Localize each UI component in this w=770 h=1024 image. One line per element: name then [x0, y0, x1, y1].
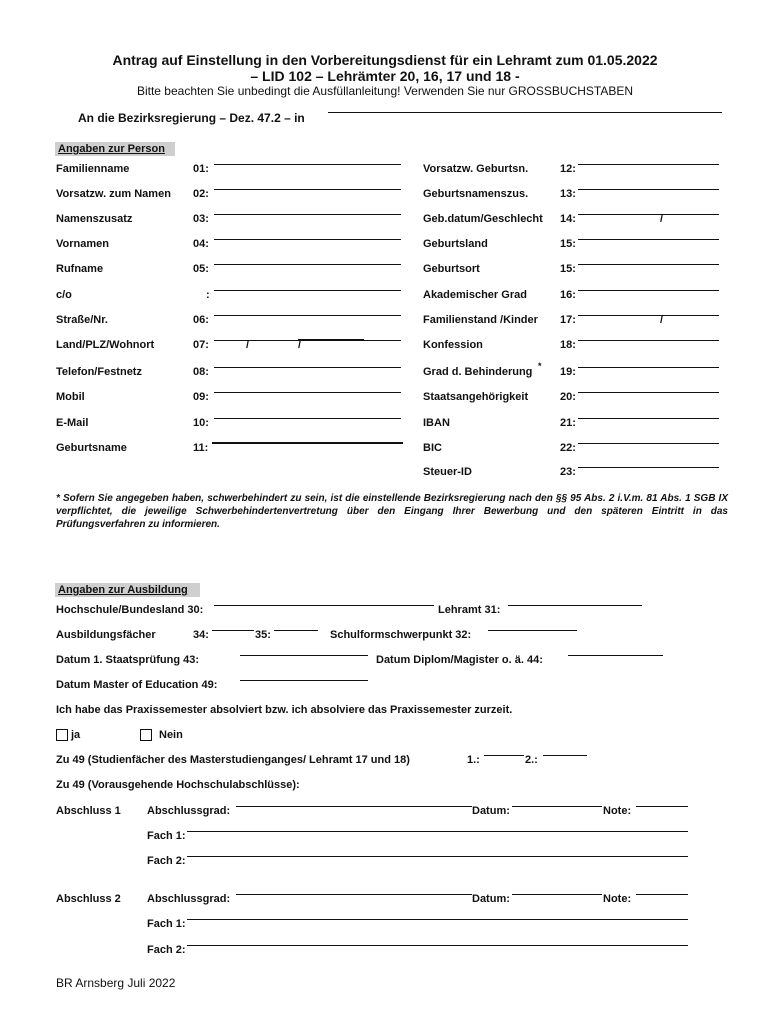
person-input-line[interactable] [578, 467, 719, 468]
nein-label: Nein [159, 729, 183, 741]
person-field-label: Familienstand /Kinder [423, 314, 538, 326]
fach34-field[interactable] [212, 630, 254, 631]
person-field-label: Staatsangehörigkeit [423, 391, 529, 403]
asterisk-mark: * [538, 361, 542, 371]
hochschule-label: Hochschule/Bundesland 30: [56, 604, 204, 616]
person-field-label: Geburtsname [56, 442, 127, 454]
person-field-code: 19: [560, 366, 576, 378]
schwerpunkt-label: Schulformschwerpunkt 32: [330, 629, 472, 641]
person-input-line[interactable] [214, 290, 401, 291]
footer-text: BR Arnsberg Juli 2022 [56, 976, 176, 990]
person-input-line[interactable] [578, 418, 719, 419]
person-input-line[interactable] [214, 418, 401, 419]
person-field-label: Telefon/Festnetz [56, 366, 142, 378]
person-input-line[interactable] [578, 443, 719, 444]
person-field-code: 17: [560, 314, 576, 326]
person-field-label: Grad d. Behinderung [423, 366, 533, 378]
abschluss2-grad-field[interactable] [236, 894, 472, 895]
person-field-label: Straße/Nr. [56, 314, 108, 326]
person-field-code: 21: [560, 417, 576, 429]
person-field-code: 13: [560, 188, 576, 200]
abschluss1-grad-field[interactable] [236, 806, 472, 807]
abschluss2-fach2-label: Fach 2: [147, 944, 186, 956]
person-input-line[interactable] [578, 214, 719, 215]
person-field-code: 01: [193, 163, 209, 175]
master-label: Datum Master of Education 49: [56, 679, 218, 691]
section-person-heading: Angaben zur Person [55, 142, 175, 156]
abschluss2-fach2-field[interactable] [187, 945, 688, 946]
person-field-label: Akademischer Grad [423, 289, 527, 301]
person-field-code: 08: [193, 366, 209, 378]
section-education-heading: Angaben zur Ausbildung [55, 583, 200, 597]
person-field-code: 06: [193, 314, 209, 326]
person-field-label: Geburtsnamenszus. [423, 188, 529, 200]
address-label: An die Bezirksregierung – Dez. 47.2 – in [78, 111, 305, 125]
person-field-label: Konfession [423, 339, 483, 351]
person-input-line[interactable] [214, 315, 401, 316]
person-field-code: 15: [560, 238, 576, 250]
master-fach2-field[interactable] [543, 755, 587, 756]
person-field-label: E-Mail [56, 417, 89, 429]
abschluss1-datum-label: Datum: [472, 805, 510, 817]
separator-slash: / [660, 314, 664, 326]
separator-slash: / [246, 339, 250, 351]
person-field-label: Geburtsland [423, 238, 488, 250]
address-field[interactable] [328, 112, 722, 113]
master-fach1-label: 1.: [467, 754, 480, 766]
person-field-code: 23: [560, 466, 576, 478]
person-input-line[interactable] [214, 239, 401, 240]
master-fach2-label: 2.: [525, 754, 538, 766]
person-field-code: 05: [193, 263, 209, 275]
person-field-code: : [206, 289, 210, 301]
person-input-line[interactable] [214, 189, 401, 190]
person-field-code: 02: [193, 188, 209, 200]
abschluss2-label: Abschluss 2 [56, 893, 121, 905]
person-field-label: Geburtsort [423, 263, 480, 275]
master-field[interactable] [240, 680, 368, 681]
form-title: Antrag auf Einstellung in den Vorbereitungsdienst für ein Lehramt zum 01.05.2022 [112, 52, 658, 68]
zu49-abschluesse-label: Zu 49 (Vorausgehende Hochschulabschlüsse): [56, 779, 300, 791]
person-field-label: IBAN [423, 417, 450, 429]
person-field-label: Vorsatzw. Geburtsn. [423, 163, 529, 175]
plz-emphasis-line [298, 339, 364, 341]
person-input-line[interactable] [214, 392, 401, 393]
person-input-line[interactable] [578, 367, 719, 368]
nein-checkbox[interactable] [140, 729, 152, 741]
person-input-line[interactable] [578, 340, 719, 341]
person-input-line[interactable] [578, 290, 719, 291]
person-input-line[interactable] [578, 164, 719, 165]
disability-footnote: * Sofern Sie angegeben haben, schwerbehindert zu sein, ist die einstellende Bezirksregierung nach den §§ 95 Abs. 2 i.V.m. 81 Abs. 1 SGB IX verpflichtet, die jeweilige Schwerbehindertenvertretung über den Eingang Ihrer Bewerbung und den späteren Eintritt in das Prüfungsverfahren zu informieren. [56, 493, 728, 530]
abschluss2-fach1-label: Fach 1: [147, 918, 186, 930]
zu49-master-label: Zu 49 (Studienfächer des Masterstudienganges/ Lehramt 17 und 18) [56, 754, 410, 766]
person-field-code: 16: [560, 289, 576, 301]
person-field-code: 09: [193, 391, 209, 403]
abschluss2-datum-field[interactable] [512, 894, 602, 895]
person-field-code: 04: [193, 238, 209, 250]
person-input-line[interactable] [578, 392, 719, 393]
ja-label: ja [71, 729, 81, 741]
lehramt-field[interactable] [508, 605, 642, 606]
separator-slash: / [298, 339, 302, 351]
person-field-code: 12: [560, 163, 576, 175]
person-input-line[interactable] [214, 367, 401, 368]
abschluss1-note-label: Note: [603, 805, 632, 817]
person-input-line[interactable] [578, 239, 719, 240]
abschluss1-datum-field[interactable] [512, 806, 602, 807]
person-field-label: Namenszusatz [56, 213, 133, 225]
form-instruction: Bitte beachten Sie unbedingt die Ausfüllanleitung! Verwenden Sie nur GROSSBUCHSTABEN [136, 84, 634, 98]
fach34-label: 34: [193, 629, 209, 641]
abschluss1-grad-label: Abschlussgrad: [147, 805, 231, 817]
person-field-code: 03: [193, 213, 209, 225]
person-field-label: Vornamen [56, 238, 109, 250]
abschluss2-note-field[interactable] [636, 894, 688, 895]
abschluss1-fach2-field[interactable] [187, 856, 688, 857]
person-field-label: Mobil [56, 391, 85, 403]
praxissemester-text: Ich habe das Praxissemester absolviert bzw. ich absolviere das Praxissemester zurzeit. [56, 704, 513, 716]
person-field-code: 14: [560, 213, 576, 225]
abschluss2-grad-label: Abschlussgrad: [147, 893, 231, 905]
person-field-label: Land/PLZ/Wohnort [56, 339, 155, 351]
abschluss2-datum-label: Datum: [472, 893, 510, 905]
abschluss1-label: Abschluss 1 [56, 805, 121, 817]
form-subtitle: – LID 102 – Lehrämter 20, 16, 17 und 18 - [250, 68, 520, 84]
person-field-code: 18: [560, 339, 576, 351]
person-input-line[interactable] [214, 264, 401, 265]
abschluss1-fach1-field[interactable] [187, 831, 688, 832]
person-field-code: 10: [193, 417, 209, 429]
person-field-code: 22: [560, 442, 576, 454]
separator-slash: / [660, 213, 664, 225]
faecher-label: Ausbildungsfächer [56, 629, 156, 641]
fach35-field[interactable] [274, 630, 318, 631]
person-field-code: 15: [560, 263, 576, 275]
abschluss1-fach2-label: Fach 2: [147, 855, 186, 867]
abschluss2-fach1-field[interactable] [187, 919, 688, 920]
staatspruefung-label: Datum 1. Staatsprüfung 43: [56, 654, 200, 666]
person-input-line[interactable] [214, 214, 401, 215]
diplom-field[interactable] [568, 655, 663, 656]
hochschule-field[interactable] [214, 605, 434, 606]
master-fach1-field[interactable] [484, 755, 524, 756]
lehramt-label: Lehramt 31: [438, 604, 501, 616]
person-input-line[interactable] [212, 442, 403, 444]
abschluss2-note-label: Note: [603, 893, 632, 905]
person-field-code: 07: [193, 339, 209, 351]
person-field-label: Steuer-ID [423, 466, 472, 478]
abschluss1-note-field[interactable] [636, 806, 688, 807]
person-field-code: 11: [193, 442, 209, 454]
person-input-line[interactable] [578, 189, 719, 190]
person-field-label: Vorsatzw. zum Namen [56, 188, 171, 200]
person-field-label: c/o [56, 289, 72, 301]
abschluss1-fach1-label: Fach 1: [147, 830, 186, 842]
schwerpunkt-field[interactable] [488, 630, 577, 631]
person-field-label: Familienname [56, 163, 130, 175]
person-field-label: BIC [423, 442, 442, 454]
person-field-code: 20: [560, 391, 576, 403]
ja-checkbox[interactable] [56, 729, 68, 741]
person-input-line[interactable] [578, 264, 719, 265]
diplom-label: Datum Diplom/Magister o. ä. 44: [376, 654, 543, 666]
person-field-label: Rufname [56, 263, 104, 275]
person-input-line[interactable] [214, 164, 401, 165]
person-field-label: Geb.datum/Geschlecht [423, 213, 543, 225]
fach35-label: 35: [255, 629, 271, 641]
staatspruefung-field[interactable] [240, 655, 368, 656]
person-input-line[interactable] [578, 315, 719, 316]
